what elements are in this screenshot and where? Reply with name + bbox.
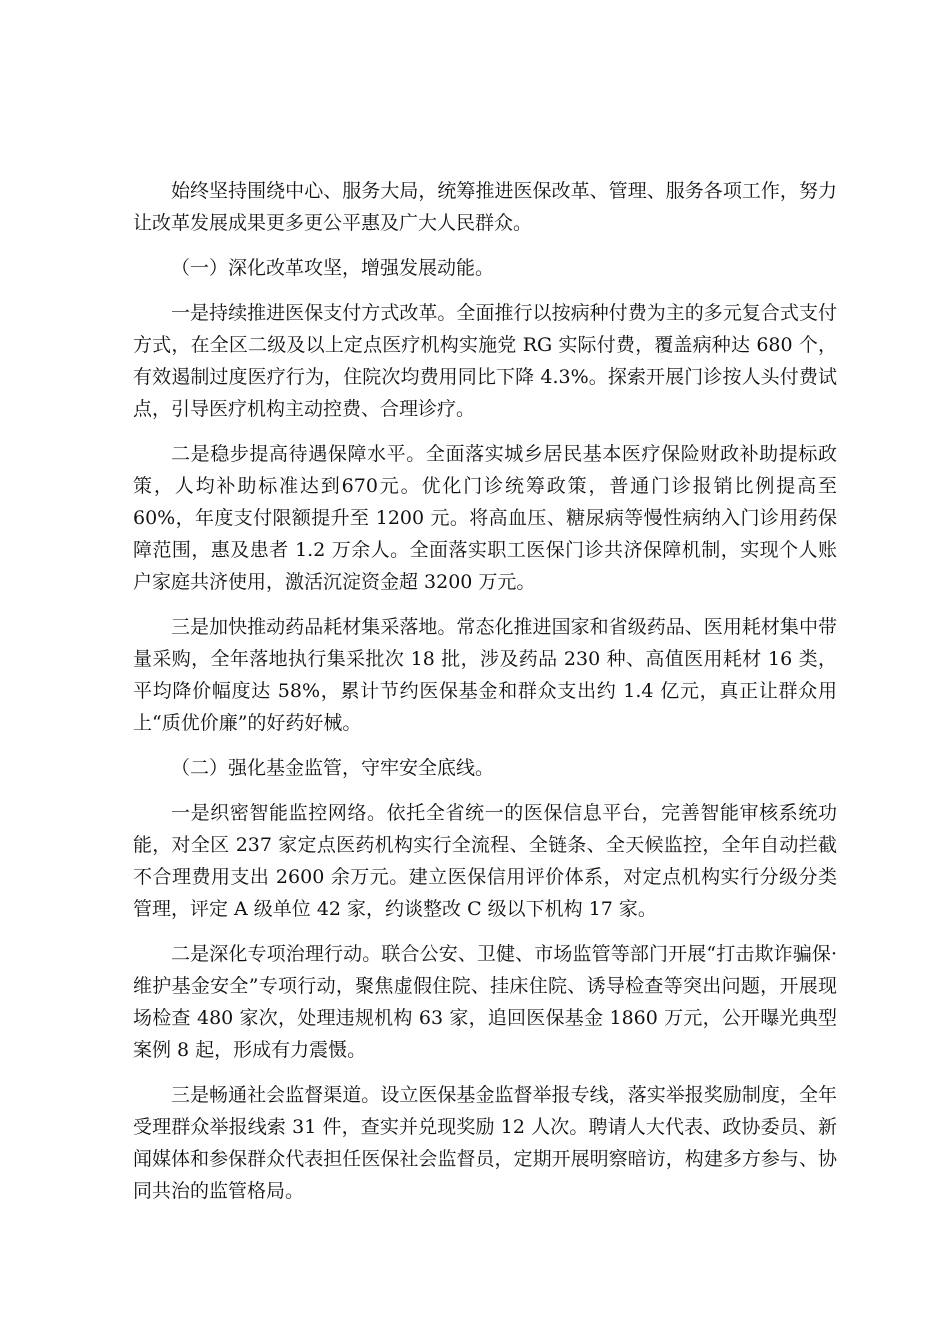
- intro-paragraph: 始终坚持围绕中心、服务大局，统筹推进医保改革、管理、服务各项工作，努力让改革发展成果更多更公平惠及广大人民群众。: [133, 180, 837, 234]
- paragraph-special-governance: 二是深化专项治理行动。联合公安、卫健、市场监管等部门开展“打击欺诈骗保·维护基金安全”专项行动，聚焦虚假住院、挂床住院、诱导检查等突出问题，开展现场检查 480 家次，处理违规机构 63 家，追回医保基金 1860 万元，公开曝光典型案例 8 起，形成有力震慑。: [133, 943, 837, 1061]
- section-heading-1: （一）深化改革攻坚，增强发展动能。: [171, 257, 495, 279]
- section-heading-2: （二）强化基金监管，守牢安全底线。: [171, 757, 495, 779]
- paragraph-procurement: 三是加快推动药品耗材集采落地。常态化推进国家和省级药品、医用耗材集中带量采购，全年落地执行集采批次 18 批，涉及药品 230 种、高值医用耗材 16 类，平均降价幅度达 58%，累计节约医保基金和群众支出约 1.4 亿元，真正让群众用上“质优价廉”的好药好械。: [133, 616, 837, 734]
- paragraph-social-supervision: 三是畅通社会监督渠道。设立医保基金监督举报专线，落实举报奖励制度，全年受理群众举报线索 31 件，查实并兑现奖励 12 人次。聘请人大代表、政协委员、新闻媒体和参保群众代表担任医保社会监督员，定期开展明察暗访，构建多方参与、协同共治的监管格局。: [133, 1084, 837, 1202]
- paragraph-payment-reform: 一是持续推进医保支付方式改革。全面推行以按病种付费为主的多元复合式支付方式，在全区二级及以上定点医疗机构实施党 RG 实际付费，覆盖病种达 680 个，有效遏制过度医疗行为，住院次均费用同比下降 4.3%。探索开展门诊按人头付费试点，引导医疗机构主动控费、合理诊疗。: [133, 302, 837, 420]
- document-body: [133, 175, 837, 1220]
- paragraph-smart-monitoring: 一是织密智能监控网络。依托全省统一的医保信息平台，完善智能审核系统功能，对全区 237 家定点医药机构实行全流程、全链条、全天候监控，全年自动拦截不合理费用支出 2600 余万元。建立医保信用评价体系，对定点机构实行分级分类管理，评定 A 级单位 42 家，约谈整改 C 级以下机构 17 家。: [133, 802, 837, 920]
- paragraph-benefit-level: 二是稳步提高待遇保障水平。全面落实城乡居民基本医疗保险财政补助提标政策，人均补助标准达到670元。优化门诊统筹政策，普通门诊报销比例提高至 60%，年度支付限额提升至 1200 元。将高血压、糖尿病等慢性病纳入门诊用药保障范围，惠及患者 1.2 万余人。全面落实职工医保门诊共济保障机制，实现个人账户家庭共济使用，激活沉淀资金超 3200 万元。: [133, 443, 837, 593]
